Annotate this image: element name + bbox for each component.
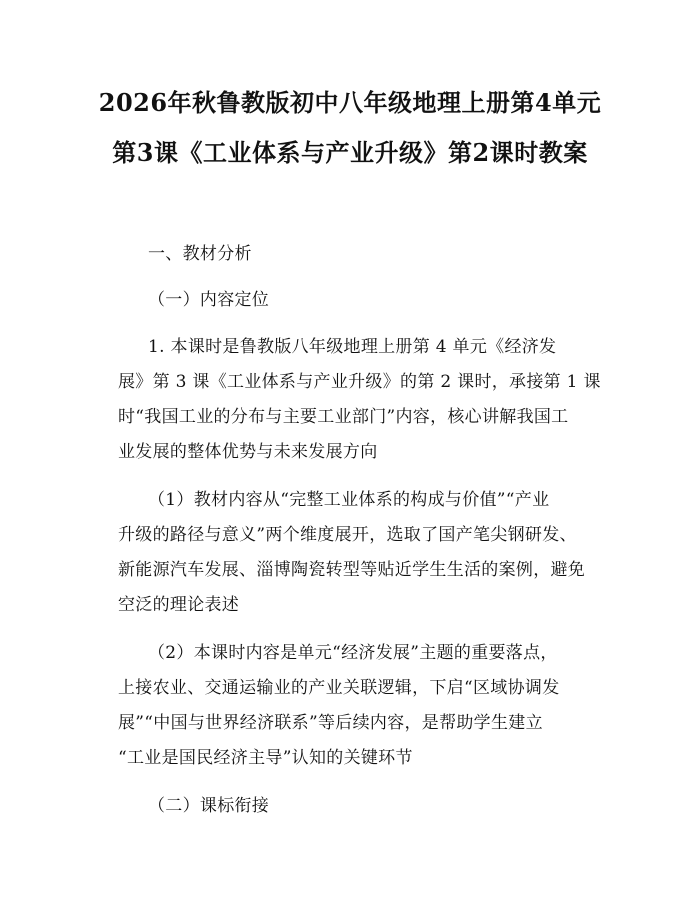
document-title: 2026年秋鲁教版初中八年级地理上册第4单元第3课《工业体系与产业升级》第2课时教案: [98, 88, 602, 167]
point-1-line-2: 升级的路径与意义”两个维度展开，选取了国产笔尖钢研发、: [118, 525, 577, 545]
item-1-line-4: 业发展的整体优势与未来发展方向: [118, 442, 378, 462]
subsection-heading-curriculum-standards: （二）课标衔接: [148, 796, 270, 816]
point-2-line-4: “工业是国民经济主导”认知的关键环节: [118, 748, 413, 768]
point-1-line-3: 新能源汽车发展、淄博陶瓷转型等贴近学生生活的案例，避免: [118, 560, 586, 580]
point-2-line-2: 上接农业、交通运输业的产业关联逻辑，下启“区域协调发: [118, 678, 560, 698]
item-1-line-1: 1. 本课时是鲁教版八年级地理上册第 4 单元《经济发: [148, 337, 557, 357]
point-1-line-1: （1）教材内容从“完整工业体系的构成与价值”“产业: [148, 490, 550, 510]
point-2-line-1: （2）本课时内容是单元“经济发展”主题的重要落点，: [148, 643, 558, 663]
subsection-heading-content-positioning: （一）内容定位: [148, 290, 270, 310]
section-heading-textbook-analysis: 一、教材分析: [148, 244, 252, 264]
item-1-line-3: 时“我国工业的分布与主要工业部门”内容，核心讲解我国工: [118, 407, 569, 427]
point-1-line-4: 空泛的理论表述: [118, 595, 240, 615]
item-1-line-2: 展》第 3 课《工业体系与产业升级》的第 2 课时，承接第 1 课: [118, 372, 601, 392]
point-2-line-3: 展”“中国与世界经济联系”等后续内容，是帮助学生建立: [118, 713, 543, 733]
